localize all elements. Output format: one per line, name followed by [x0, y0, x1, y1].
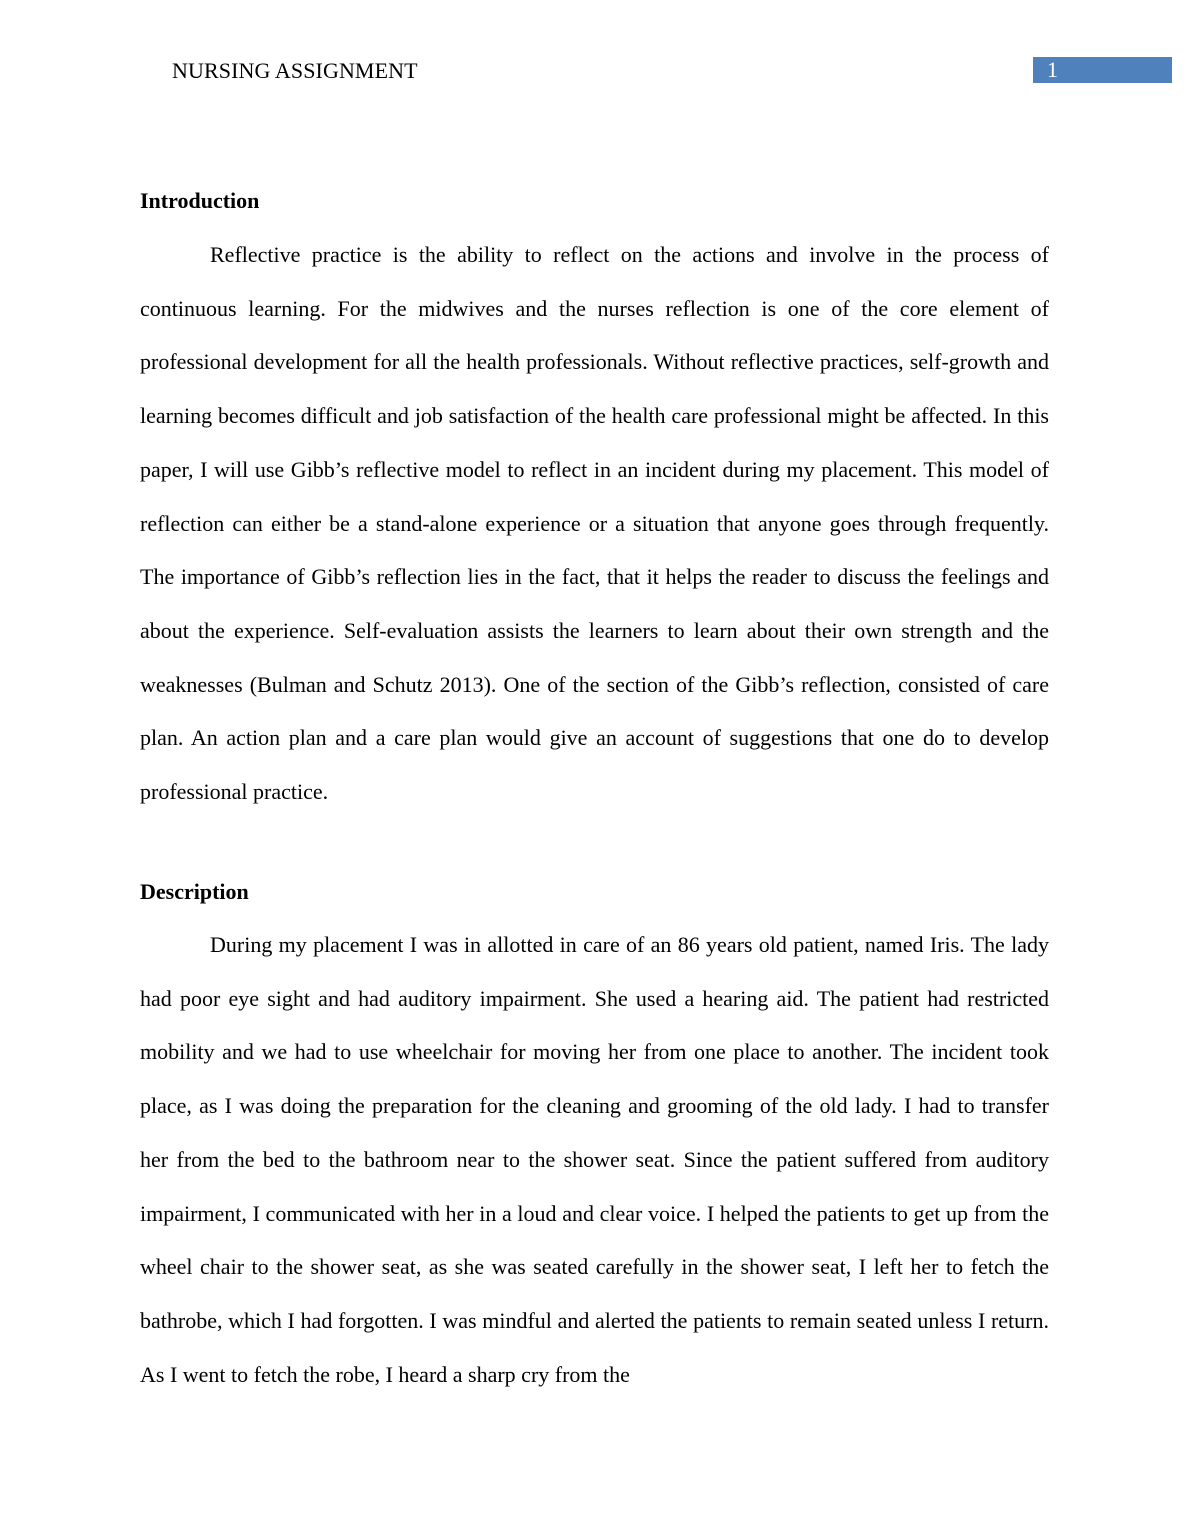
page-number: 1 — [1047, 57, 1058, 82]
paragraph-introduction: Reflective practice is the ability to reflect on the actions and involve in the process of continuous learning. For the midwives and the nurses reflection is one of the core element of professional development for all the health professionals. Without reflective practices, self-growth and learning becomes difficult and job satisfaction of the health care professional might be affected. In this paper, I will use Gibb’s reflective model to reflect in an incident during my placement. This model of reflection can either be a stand-alone experience or a situation that anyone goes through frequently. The importance of Gibb’s reflection lies in the fact, that it helps the reader to discuss the feelings and about the experience. Self-evaluation assists the learners to learn about their own strength and the weaknesses (Bulman and Schutz 2013). One of the section of the Gibb’s reflection, consisted of care plan. An action plan and a care plan would give an account of suggestions that one do to develop professional practice. — [140, 242, 1049, 805]
running-header-title: NURSING ASSIGNMENT — [172, 58, 418, 83]
section-heading-introduction: Introduction — [140, 188, 260, 213]
section-heading-description: Description — [140, 879, 249, 904]
page-number-badge — [1033, 57, 1172, 83]
paragraph-description: During my placement I was in allotted in care of an 86 years old patient, named Iris. The lady had poor eye sight and had auditory impairment. She used a hearing aid. The patient had restricted mobility and we had to use wheelchair for moving her from one place to another. The incident took place, as I was doing the preparation for the cleaning and grooming of the old lady. I had to transfer her from the bed to the bathroom near to the shower seat. Since the patient suffered from auditory impairment, I communicated with her in a loud and clear voice. I helped the patients to get up from the wheel chair to the shower seat, as she was seated carefully in the shower seat, I left her to fetch the bathrobe, which I had forgotten. I was mindful and alerted the patients to remain seated unless I return. As I went to fetch the robe, I heard a sharp cry from the — [140, 932, 1049, 1387]
section-body-description — [140, 918, 1049, 1401]
section-body-introduction — [140, 228, 1049, 819]
